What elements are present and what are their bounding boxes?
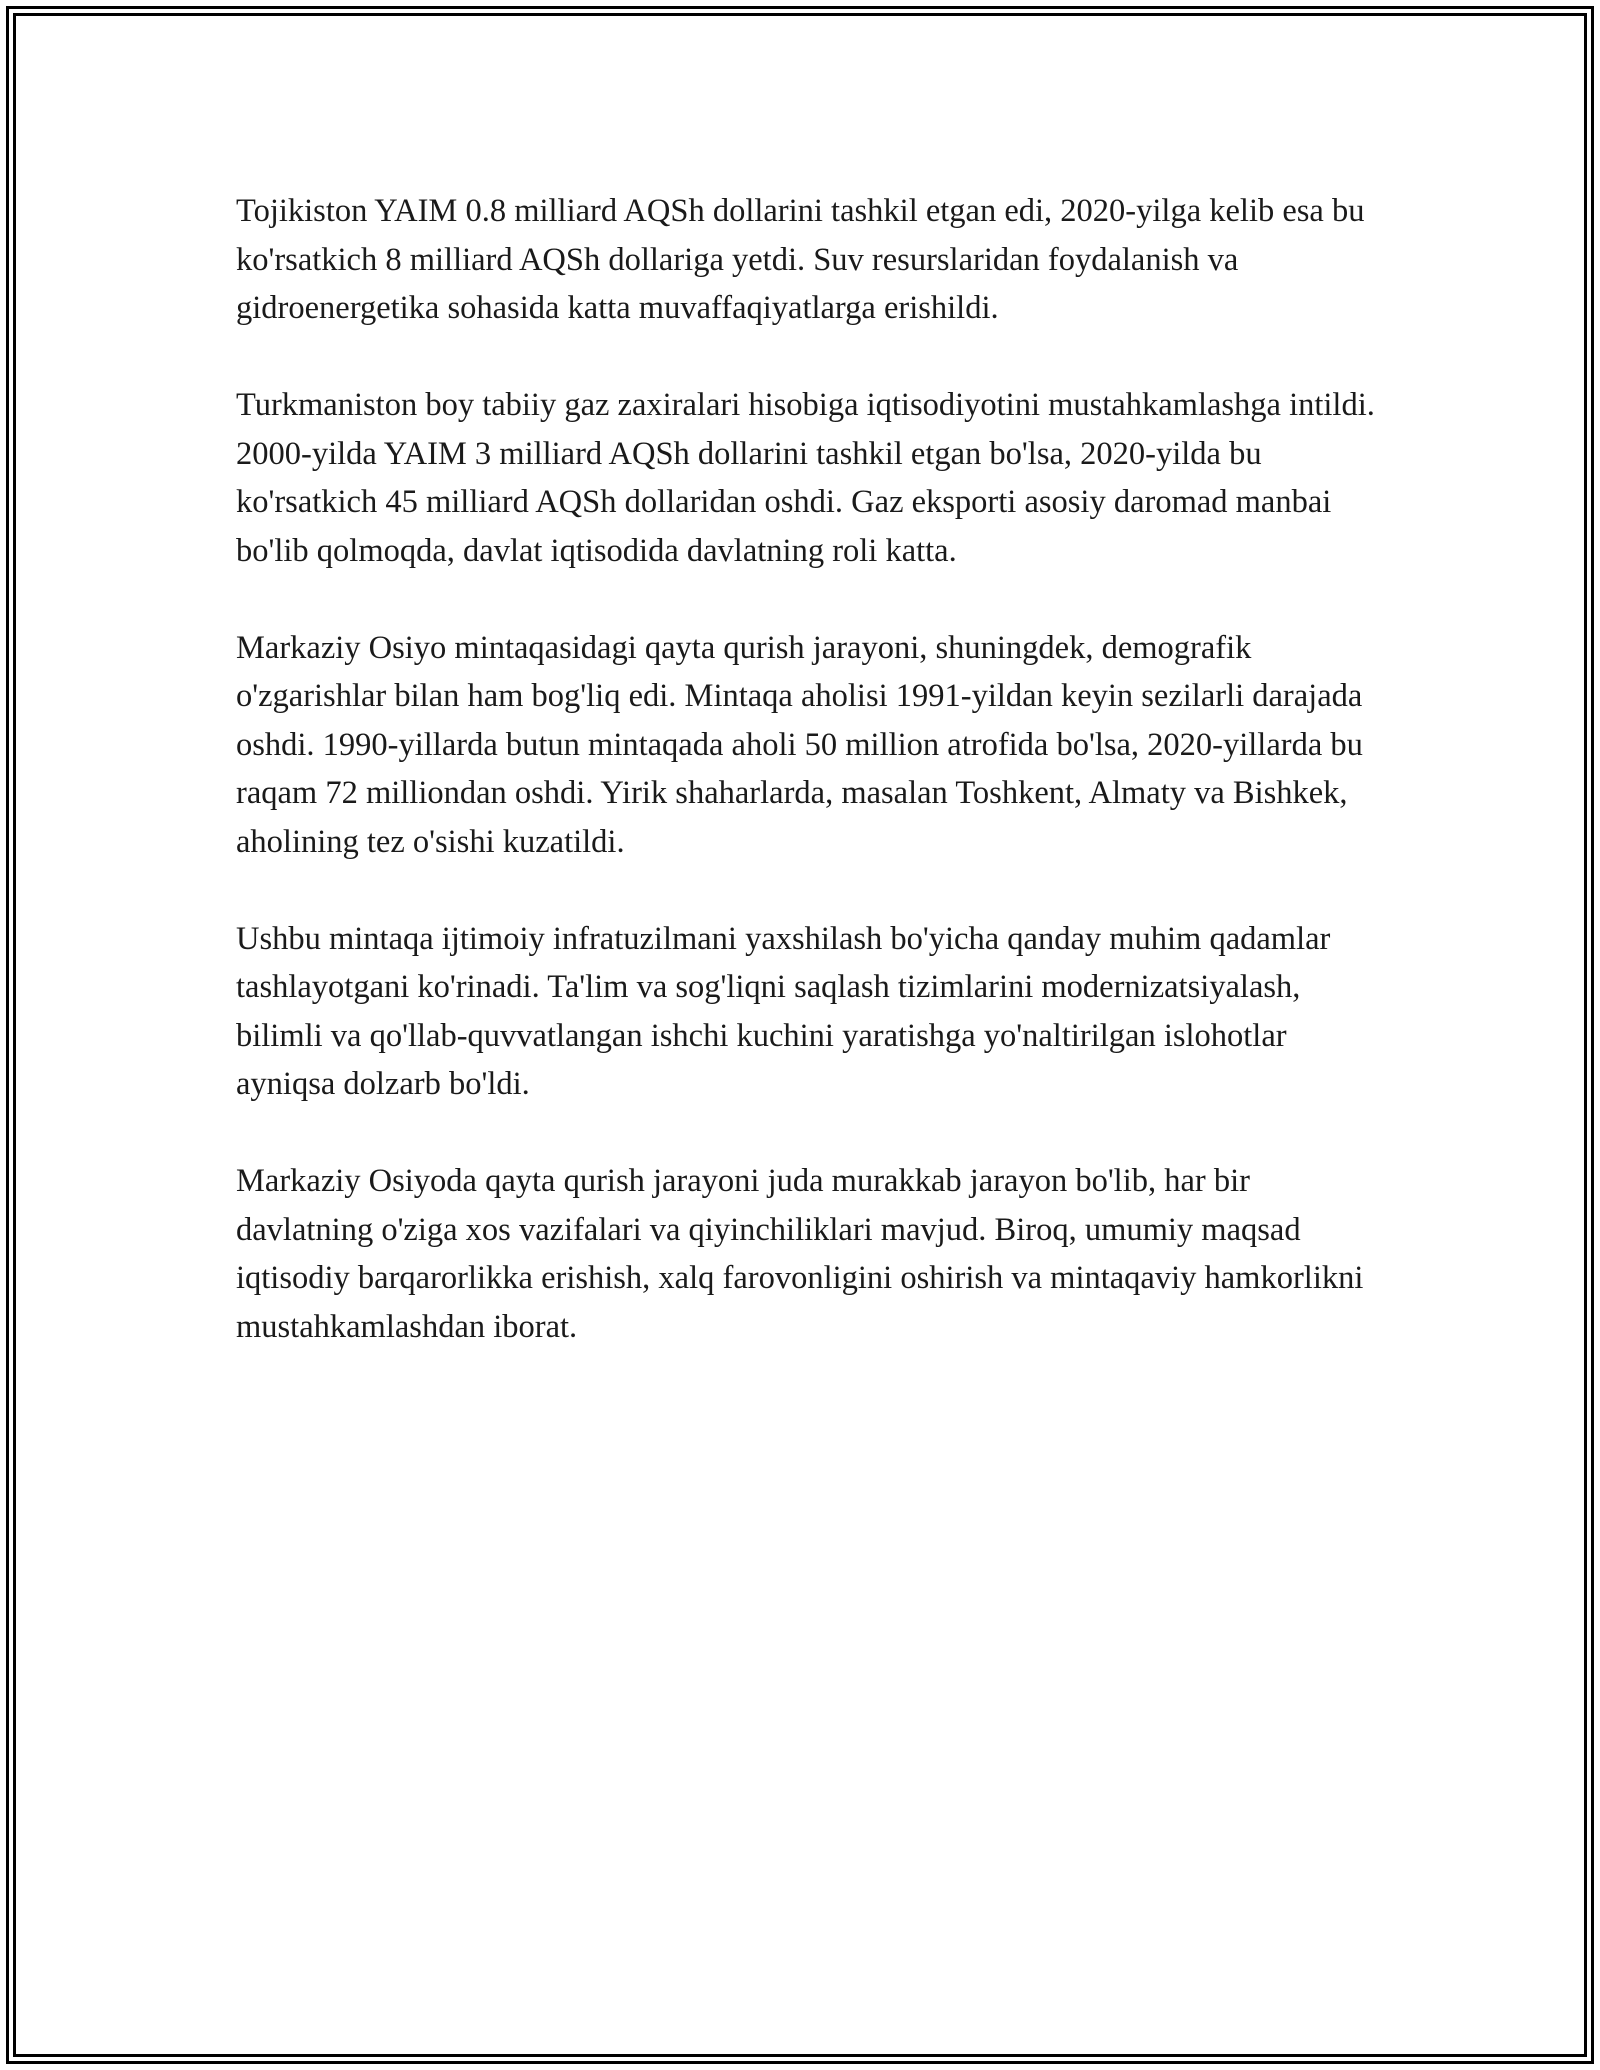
paragraph-turkmenistan-gas: Turkmaniston boy tabiiy gaz zaxiralari hisobiga iqtisodiyotini mustahkamlashga intildi. 2000-yilda YAIM 3 milliard AQSh dollarini tashkil etgan bo'lsa, 2020-yilda bu ko'rsatkich 45 milliard AQSh dollaridan oshdi. Gaz eksporti asosiy daromad manbai bo'lib qolmoqda, davlat iqtisodida davlatning roli katta. [236, 387, 1375, 569]
paragraph-demographics: Markaziy Osiyo mintaqasidagi qayta qurish jarayoni, shuningdek, demografik o'zgarishlar bilan ham bog'liq edi. Mintaqa aholisi 1991-yildan keyin sezilarli darajada oshdi. 1990-yillarda butun mintaqada aholi 50 million atrofida bo'lsa, 2020-yillarda bu raqam 72 milliondan oshdi. Yirik shaharlarda, masalan Toshkent, Almaty va Bishkek, aholining tez o'sishi kuzatildi. [236, 629, 1363, 860]
paragraph-tajikistan-gdp: Tojikiston YAIM 0.8 milliard AQSh dollarini tashkil etgan edi, 2020-yilga kelib esa bu ko'rsatkich 8 milliard AQSh dollariga yetdi. Suv resurslaridan foydalanish va gidroenergetika sohasida katta muvaffaqiyatlarga erishildi. [236, 193, 1365, 326]
document-body [236, 187, 1376, 1400]
paragraph-social-infrastructure: Ushbu mintaqa ijtimoiy infratuzilmani yaxshilash bo'yicha qanday muhim qadamlar tashlayotgani ko'rinadi. Ta'lim va sog'liqni saqlash tizimlarini modernizatsiyalash, bilimli va qo'llab-quvvatlangan ishchi kuchini yaratishga yo'naltirilgan islohotlar ayniqsa dolzarb bo'ldi. [236, 920, 1331, 1102]
paragraph-conclusion: Markaziy Osiyoda qayta qurish jarayoni juda murakkab jarayon bo'lib, har bir davlatning o'ziga xos vazifalari va qiyinchiliklari mavjud. Biroq, umumiy maqsad iqtisodiy barqarorlikka erishish, xalq farovonligini oshirish va mintaqaviy hamkorlikni mustahkamlashdan iborat. [236, 1163, 1364, 1345]
